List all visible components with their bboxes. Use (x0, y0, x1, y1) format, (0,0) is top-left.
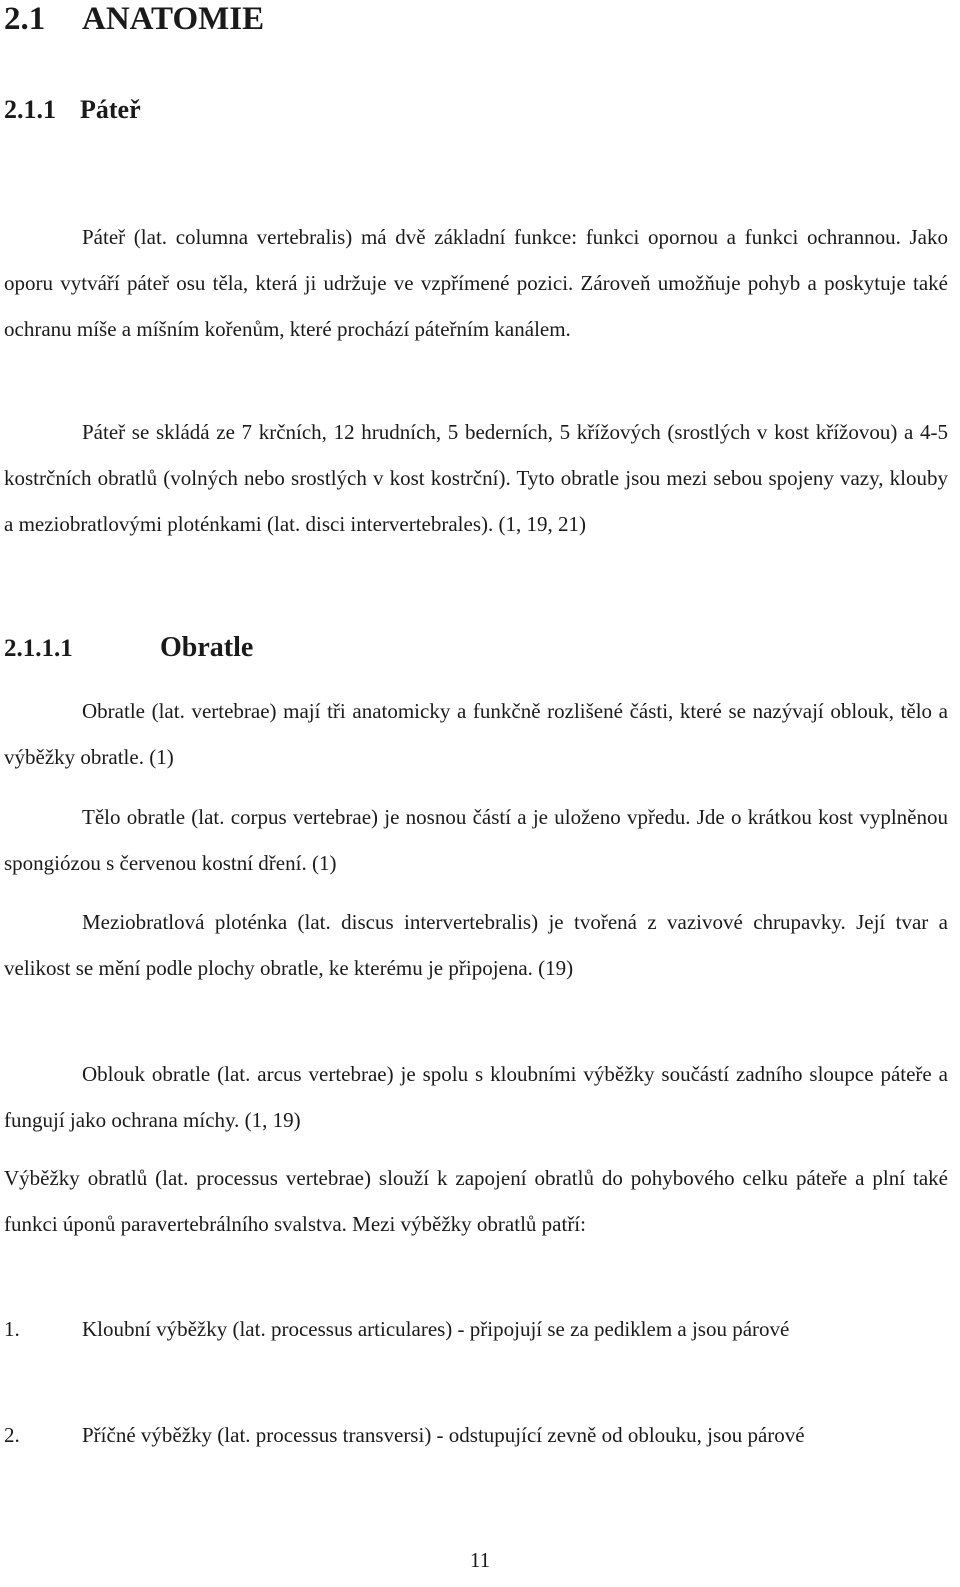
section-heading-number: 2.1.1 (4, 95, 56, 124)
section-heading (4, 92, 141, 128)
paragraph-spine-functions: Páteř (lat. columna vertebralis) má dvě základní funkce: funkci opornou a funkci ochrannou. Jako oporu vytváří páteř osu těla, která ji udržuje ve vzpřímené pozici. Zároveň umožňuje pohyb a poskytuje také ochranu míše a míšním kořenům, které prochází páteřním kanálem. (4, 225, 948, 341)
paragraph-vertebrae: Obratle (lat. vertebrae) mají tři anatomicky a funkčně rozlišené části, které se nazývají oblouk, tělo a výběžky obratle. (1) (4, 699, 948, 769)
list-item-number: 1. (4, 1317, 20, 1341)
page-number: 11 (469, 1548, 491, 1572)
subsection-heading-title: Obratle (160, 632, 254, 663)
list-item-text: Příčné výběžky (lat. processus transversi) - odstupující zevně od oblouku, jsou párové (82, 1423, 805, 1447)
chapter-heading (4, 0, 264, 38)
chapter-heading-number: 2.1 (4, 1, 46, 37)
section-heading-title: Páteř (80, 95, 141, 124)
paragraph-spine-composition: Páteř se skládá ze 7 krčních, 12 hrudních, 5 bederních, 5 křížových (srostlých v kost křížovou) a 4-5 kostrčních obratlů (volných nebo srostlých v kost kostrční). Tyto obratle jsou mezi sebou spojeny vazy, klouby a meziobratlovými ploténkami (lat. disci intervertebrales). (1, 19, 21) (4, 420, 948, 536)
list-item (4, 1412, 948, 1458)
subsection-heading-number: 2.1.1.1 (4, 635, 73, 662)
chapter-heading-title: ANATOMIE (82, 1, 265, 37)
paragraph-vertebral-body: Tělo obratle (lat. corpus vertebrae) je nosnou částí a je uloženo vpředu. Jde o krátkou kost vyplněnou spongiózou s červenou kostní dření. (1) (4, 805, 948, 875)
paragraph-intervertebral-disc: Meziobratlová ploténka (lat. discus intervertebralis) je tvořená z vazivové chrupavky. Její tvar a velikost se mění podle plochy obratle, ke kterému je připojena. (19) (4, 910, 948, 980)
subsection-heading (4, 630, 253, 667)
list-item (4, 1306, 948, 1352)
paragraph-vertebral-processes: Výběžky obratlů (lat. processus vertebrae) slouží k zapojení obratlů do pohybového celku páteře a plní také funkci úponů paravertebrálního svalstva. Mezi výběžky obratlů patří: (4, 1166, 948, 1236)
paragraph-vertebral-arch: Oblouk obratle (lat. arcus vertebrae) je spolu s kloubními výběžky součástí zadního sloupce páteře a fungují jako ochrana míchy. (1, 19) (4, 1062, 948, 1132)
list-item-text: Kloubní výběžky (lat. processus articulares) - připojují se za pediklem a jsou párové (82, 1317, 790, 1341)
list-item-number: 2. (4, 1423, 20, 1447)
